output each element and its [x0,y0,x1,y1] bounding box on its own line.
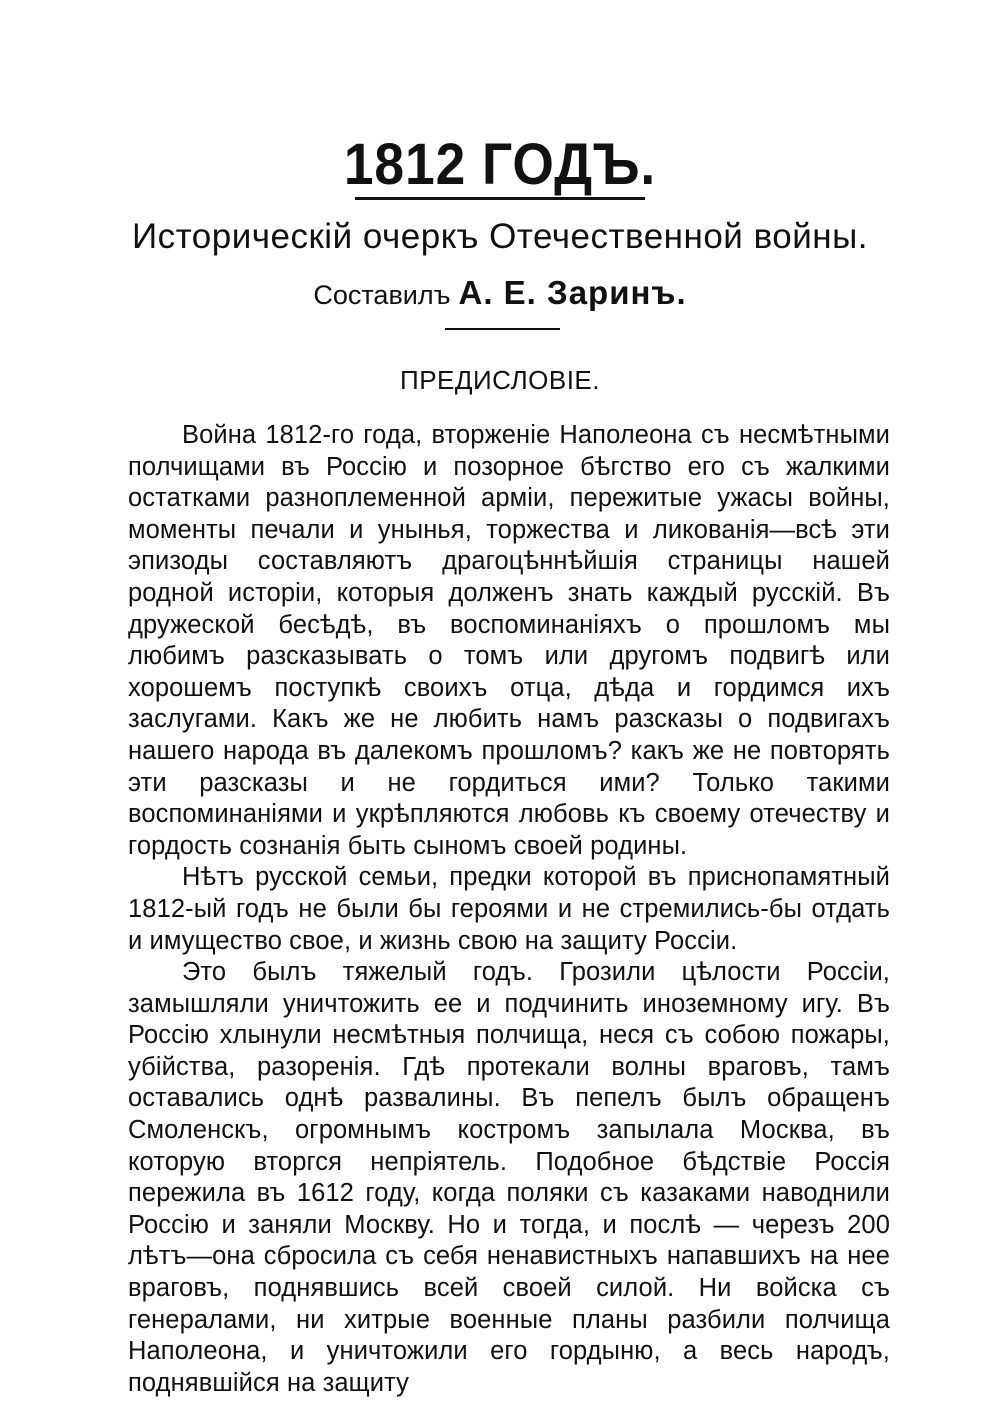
paragraph-3: Это былъ тяжелый годъ. Грозили цѣлости Россіи, замышляли уничтожить ее и подчинить иноземному игу. Въ Россію хлынули несмѣтныя полчища, неся съ собою пожары, убійства, разоренія. Гдѣ протекали волны враговъ, тамъ оставались однѣ развалины. Въ пепелъ былъ обращенъ Смоленскъ, огромнымъ костромъ запылала Москва, въ которую вторгся непріятель. Подобное бѣдствіе Россія пережила въ 1612 году, когда поляки съ казаками наводнили Россію и заняли Москву. Но и тогда, и послѣ — черезъ 200 лѣтъ—она сбросила съ себя ненавистныхъ напавшихъ на нее враговъ, поднявшись всей своей силой. Ни войска съ генералами, ни хитрые военные планы разбили полчища Наполеона, и уничтожили его гордыню, а весь народъ, поднявшійся на защиту [128,958,890,1397]
section-title: ПРЕДИСЛОВІЕ. [400,365,600,395]
title-underline [355,197,645,200]
author-prefix: Составилъ [313,280,451,310]
author-name: А. Е. Заринъ. [458,274,687,311]
paragraph-1: Война 1812-го года, вторженіе Наполеона съ несмѣтными полчищами въ Россію и позорное бѣгство его съ жалкими остатками разноплеменной арміи, пережитые ужасы войны, моменты печали и унынья, торжества и ликованія—всѣ эти эпизоды составляютъ драгоцѣннѣйшія страницы нашей родной исторіи, которыя долженъ знать каждый русскій. Въ дружеской бесѣдѣ, въ воспоминаніяхъ о прошломъ мы любимъ разсказывать о томъ или другомъ подвигѣ или хорошемъ поступкѣ своихъ отца, дѣда и гордимся ихъ заслугами. Какъ же не любить намъ разсказы о подвигахъ нашего народа въ далекомъ прошломъ? какъ же не повторять эти разсказы и не гордиться ими? Только такими воспоминаніями и укрѣпляются любовь къ своему отечеству и гордость сознанія быть сыномъ своей родины. [128,421,890,860]
paragraph-2: Нѣтъ русской семьи, предки которой въ приснопамятный 1812-ый годъ не были бы героями и не стремились-бы отдать и имущество свое, и жизнь свою на защиту Россіи. [128,863,890,955]
book-title: 1812 ГОДЪ. [343,132,657,197]
book-subtitle: Историческій очеркъ Отечественной войны. [132,217,868,256]
separator-rule [445,328,560,330]
body-text [128,420,890,1399]
author-line [0,268,1000,320]
